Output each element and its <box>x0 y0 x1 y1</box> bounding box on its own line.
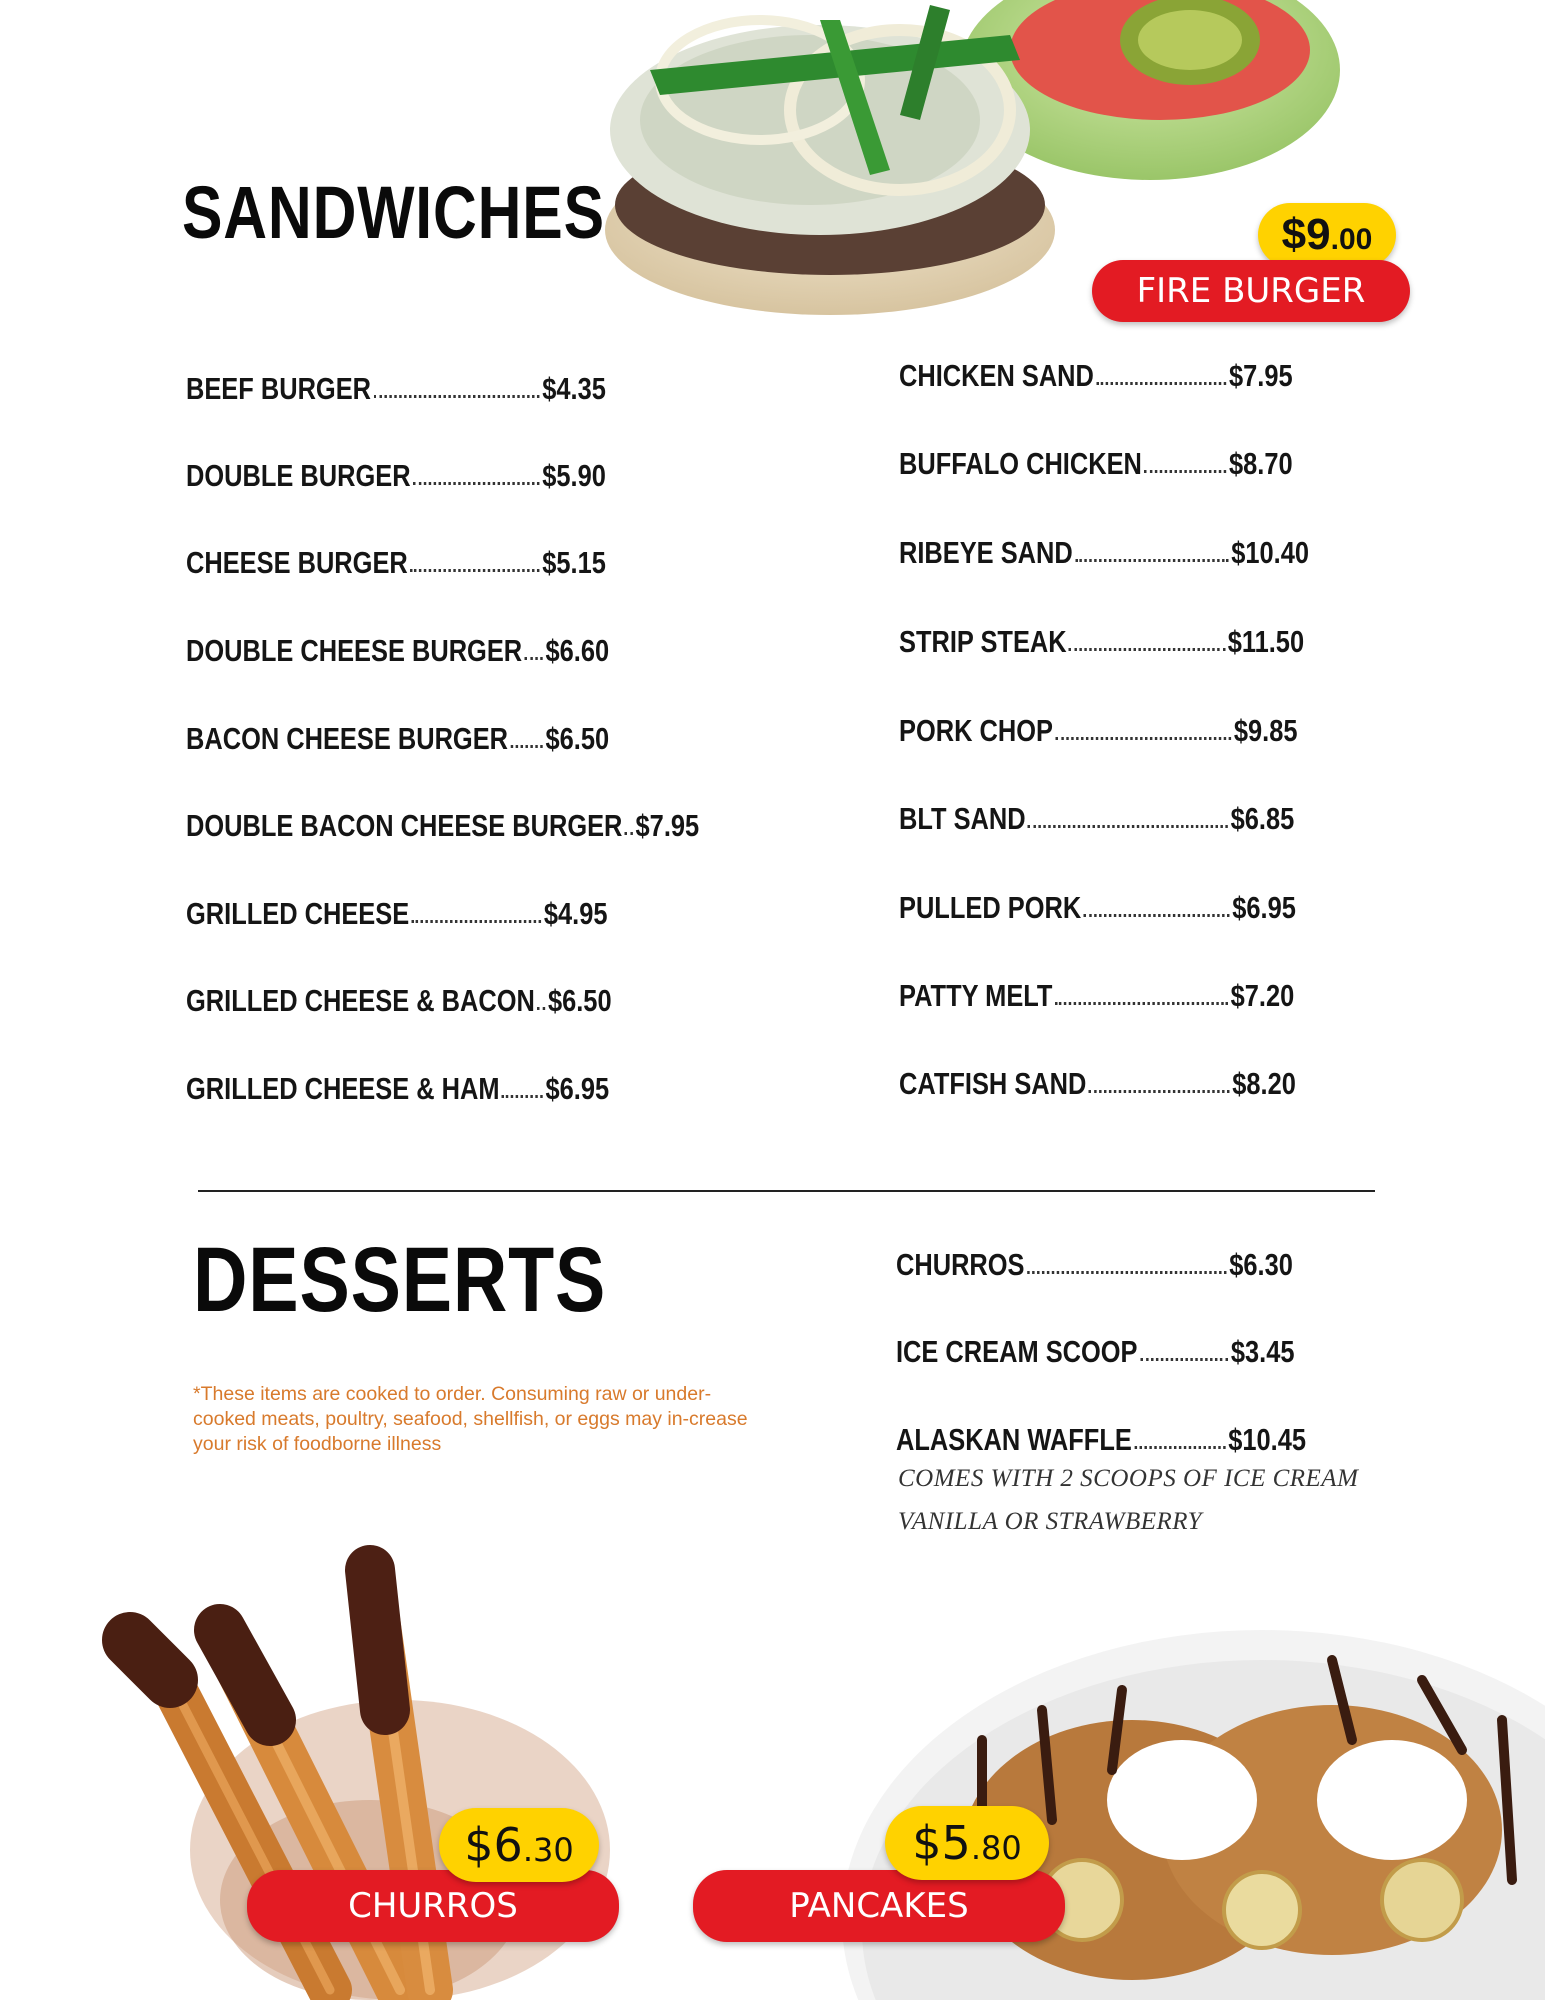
churros-label: CHURROS <box>247 1870 619 1942</box>
menu-item-name: CATFISH SAND <box>899 1066 1087 1101</box>
menu-item-name: BUFFALO CHICKEN <box>899 446 1142 481</box>
menu-item-price: $7.95 <box>635 808 700 843</box>
leader-dots <box>413 482 540 485</box>
menu-item <box>186 979 611 1019</box>
waffle-note-line-2: VANILLA OR STRAWBERRY <box>898 1508 1203 1535</box>
menu-item-price: $10.45 <box>1228 1422 1306 1457</box>
leader-dots <box>1028 825 1228 828</box>
menu-item-price: $9.85 <box>1233 713 1298 748</box>
leader-dots <box>1027 1271 1227 1274</box>
menu-item-name: DOUBLE CHEESE BURGER <box>186 633 523 668</box>
menu-item-name: GRILLED CHEESE & HAM <box>186 1071 500 1106</box>
menu-item-price: $5.15 <box>542 545 606 580</box>
sandwiches-section-title: SANDWICHES <box>182 171 605 254</box>
leader-dots <box>1075 559 1229 562</box>
leader-dots <box>410 569 540 572</box>
fire-burger-price-badge <box>1258 203 1396 267</box>
menu-item-price: $6.50 <box>545 721 610 756</box>
menu-item <box>899 620 1304 660</box>
menu-item <box>899 442 1293 482</box>
menu-item-name: PATTY MELT <box>899 978 1053 1013</box>
menu-item-name: ICE CREAM SCOOP <box>896 1334 1138 1369</box>
menu-item-price: $8.70 <box>1228 446 1293 481</box>
leader-dots <box>412 920 542 923</box>
menu-item-price: $6.95 <box>1232 890 1296 925</box>
churros-price-main: $6 <box>464 1818 523 1872</box>
leader-dots <box>1055 737 1231 740</box>
menu-item <box>186 367 606 407</box>
leader-dots <box>373 395 539 398</box>
menu-item-price: $4.95 <box>543 896 608 931</box>
leader-dots <box>537 1007 545 1010</box>
menu-item-price: $7.95 <box>1228 358 1293 393</box>
section-divider <box>198 1190 1375 1192</box>
menu-item-name: RIBEYE SAND <box>899 535 1073 570</box>
menu-item <box>899 974 1294 1014</box>
menu-item-name: BEEF BURGER <box>186 371 372 406</box>
leader-dots <box>1089 1090 1230 1093</box>
pancakes-price-badge <box>885 1806 1049 1880</box>
menu-item <box>899 709 1298 749</box>
menu-item-name: CHICKEN SAND <box>899 358 1094 393</box>
menu-item-price: $8.20 <box>1232 1066 1296 1101</box>
leader-dots <box>1144 470 1226 473</box>
menu-item-name: PORK CHOP <box>899 713 1053 748</box>
menu-item <box>186 1067 609 1107</box>
leader-dots <box>525 657 543 660</box>
pancakes-price-main: $5 <box>912 1816 971 1870</box>
waffle-note-line-1: COMES WITH 2 SCOOPS OF ICE CREAM <box>898 1465 1359 1492</box>
churros-price-badge <box>439 1808 599 1882</box>
menu-item-name: GRILLED CHEESE <box>186 896 410 931</box>
leader-dots <box>502 1095 543 1098</box>
menu-item-price: $6.95 <box>545 1071 610 1106</box>
menu-item-name: GRILLED CHEESE & BACON <box>186 983 535 1018</box>
menu-item-price: $6.60 <box>545 633 610 668</box>
fire-burger-price-main: $9 <box>1281 210 1331 259</box>
pancakes-label: PANCAKES <box>693 1870 1065 1942</box>
menu-item <box>186 717 609 757</box>
leader-dots <box>1096 382 1226 385</box>
menu-item <box>186 804 700 844</box>
desserts-section-title: DESSERTS <box>193 1229 607 1331</box>
menu-item <box>899 531 1309 571</box>
menu-item-name: ALASKAN WAFFLE <box>896 1422 1132 1457</box>
fire-burger-price-cents: .00 <box>1330 223 1373 256</box>
menu-item <box>899 797 1294 837</box>
menu-item-price: $10.40 <box>1231 535 1309 570</box>
menu-item-price: $5.90 <box>542 458 606 493</box>
menu-item-name: CHURROS <box>896 1247 1025 1282</box>
menu-item-price: $7.20 <box>1230 978 1295 1013</box>
leader-dots <box>1084 914 1230 917</box>
leader-dots <box>510 745 543 748</box>
menu-item <box>896 1418 1306 1458</box>
menu-item-price: $6.30 <box>1229 1247 1293 1282</box>
leader-dots <box>625 832 633 835</box>
menu-item-name: DOUBLE BURGER <box>186 458 411 493</box>
menu-item-price: $3.45 <box>1230 1334 1295 1369</box>
menu-item <box>899 354 1293 394</box>
fire-burger-label: FIRE BURGER <box>1092 260 1410 322</box>
menu-item <box>899 1062 1296 1102</box>
menu-item <box>186 629 609 669</box>
menu-item <box>899 886 1296 926</box>
pancakes-price-cents: .80 <box>970 1829 1022 1867</box>
menu-item-price: $6.85 <box>1230 801 1295 836</box>
food-safety-disclaimer: *These items are cooked to order. Consuming raw or under-cooked meats, poultry, seafood, shellfish, or eggs may in-crease your risk of foodborne illness <box>193 1383 748 1455</box>
menu-item-name: PULLED PORK <box>899 890 1082 925</box>
menu-item <box>186 454 606 494</box>
churros-price-cents: .30 <box>522 1831 574 1869</box>
menu-item <box>186 892 607 932</box>
menu-item-name: CHEESE BURGER <box>186 545 408 580</box>
menu-item <box>896 1243 1293 1283</box>
leader-dots <box>1069 648 1225 651</box>
menu-item-name: BLT SAND <box>899 801 1026 836</box>
menu-item-price: $4.35 <box>542 371 606 406</box>
leader-dots <box>1134 1446 1225 1449</box>
menu-item-price: $6.50 <box>547 983 612 1018</box>
menu-item <box>896 1330 1295 1370</box>
menu-item-name: BACON CHEESE BURGER <box>186 721 509 756</box>
menu-item <box>186 541 606 581</box>
leader-dots <box>1055 1002 1228 1005</box>
menu-item-name: STRIP STEAK <box>899 624 1067 659</box>
menu-item-name: DOUBLE BACON CHEESE BURGER <box>186 808 623 843</box>
leader-dots <box>1140 1358 1228 1361</box>
menu-item-price: $11.50 <box>1227 624 1305 659</box>
